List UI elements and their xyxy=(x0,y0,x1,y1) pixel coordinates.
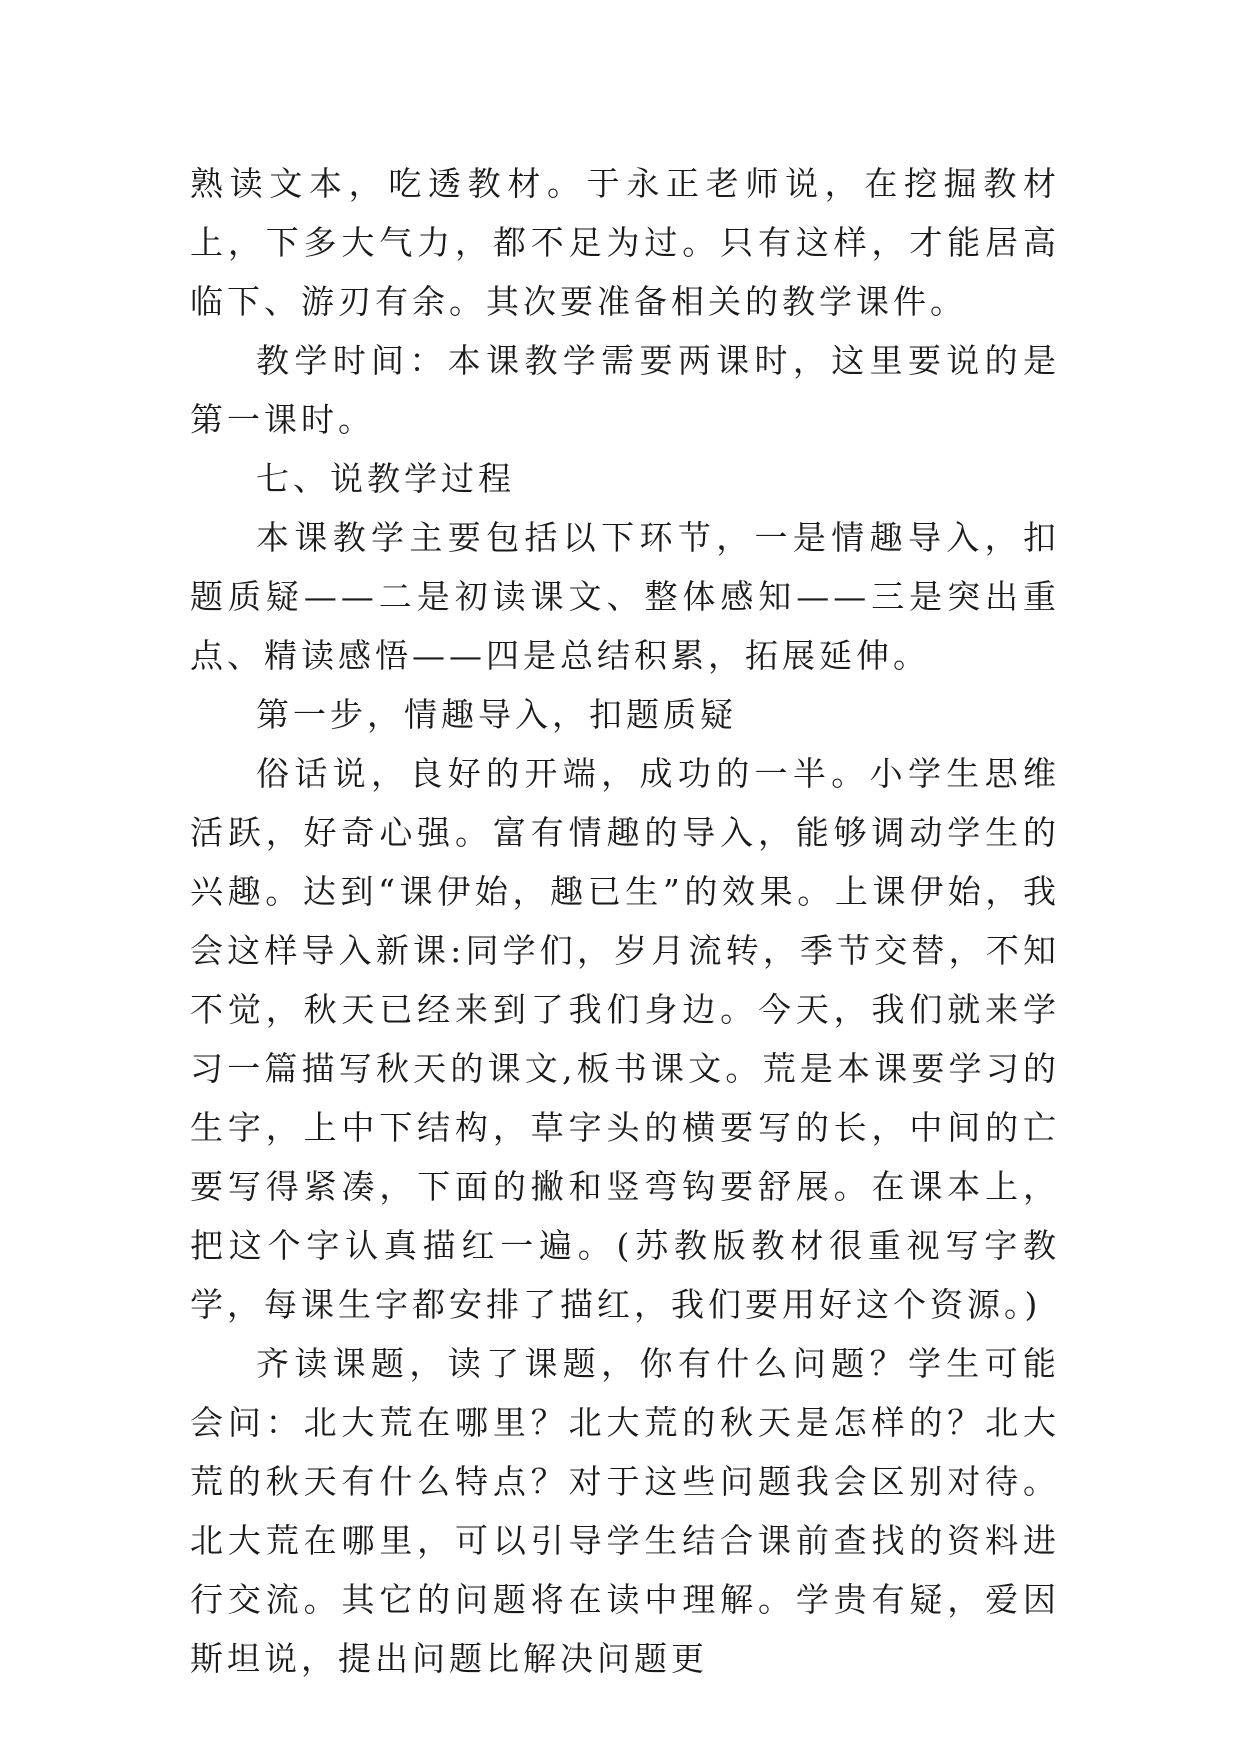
step-heading-step-one: 第一步，情趣导入，扣题质疑 xyxy=(256,695,737,734)
section-heading-teaching-process: 七、说教学过程 xyxy=(256,459,515,498)
paragraph-questioning: 齐读课题，读了课题，你有什么问题？学生可能会问：北大荒在哪里？北大荒的秋天是怎样的？北大荒的秋天有什么特点？对于这些问题我会区别对待。北大荒在哪里，可以引导学生结合课前查找的资料进行交流。其它的问题将在读中理解。学贵有疑，爱因斯坦说，提出问题比解决问题更 xyxy=(190,1344,1060,1678)
document-body xyxy=(190,154,1060,1688)
paragraph-introduction: 俗话说，良好的开端，成功的一半。小学生思维活跃，好奇心强。富有情趣的导入，能够调动学生的兴趣。达到“课伊始，趣已生”的效果。上课伊始，我会这样导入新课:同学们，岁月流转，季节交替，不知不觉，秋天已经来到了我们身边。今天，我们就来学习一篇描写秋天的课文,板书课文。荒是本课要学习的生字，上中下结构，草字头的横要写的长，中间的亡要写得紧凑，下面的撇和竖弯钩要舒展。在课本上，把这个字认真描红一遍。(苏教版教材很重视写字教学，每课生字都安排了描红，我们要用好这个资源。) xyxy=(190,754,1060,1324)
paragraph-preparation-continued: 熟读文本，吃透教材。于永正老师说，在挖掘教材上，下多大气力，都不足为过。只有这样，才能居高临下、游刃有余。其次要准备相关的教学课件。 xyxy=(190,164,1060,321)
paragraph-process-overview: 本课教学主要包括以下环节，一是情趣导入，扣题质疑——二是初读课文、整体感知——三是突出重点、精读感悟——四是总结积累，拓展延伸。 xyxy=(190,518,1060,675)
paragraph-teaching-time: 教学时间：本课教学需要两课时，这里要说的是第一课时。 xyxy=(190,341,1060,439)
